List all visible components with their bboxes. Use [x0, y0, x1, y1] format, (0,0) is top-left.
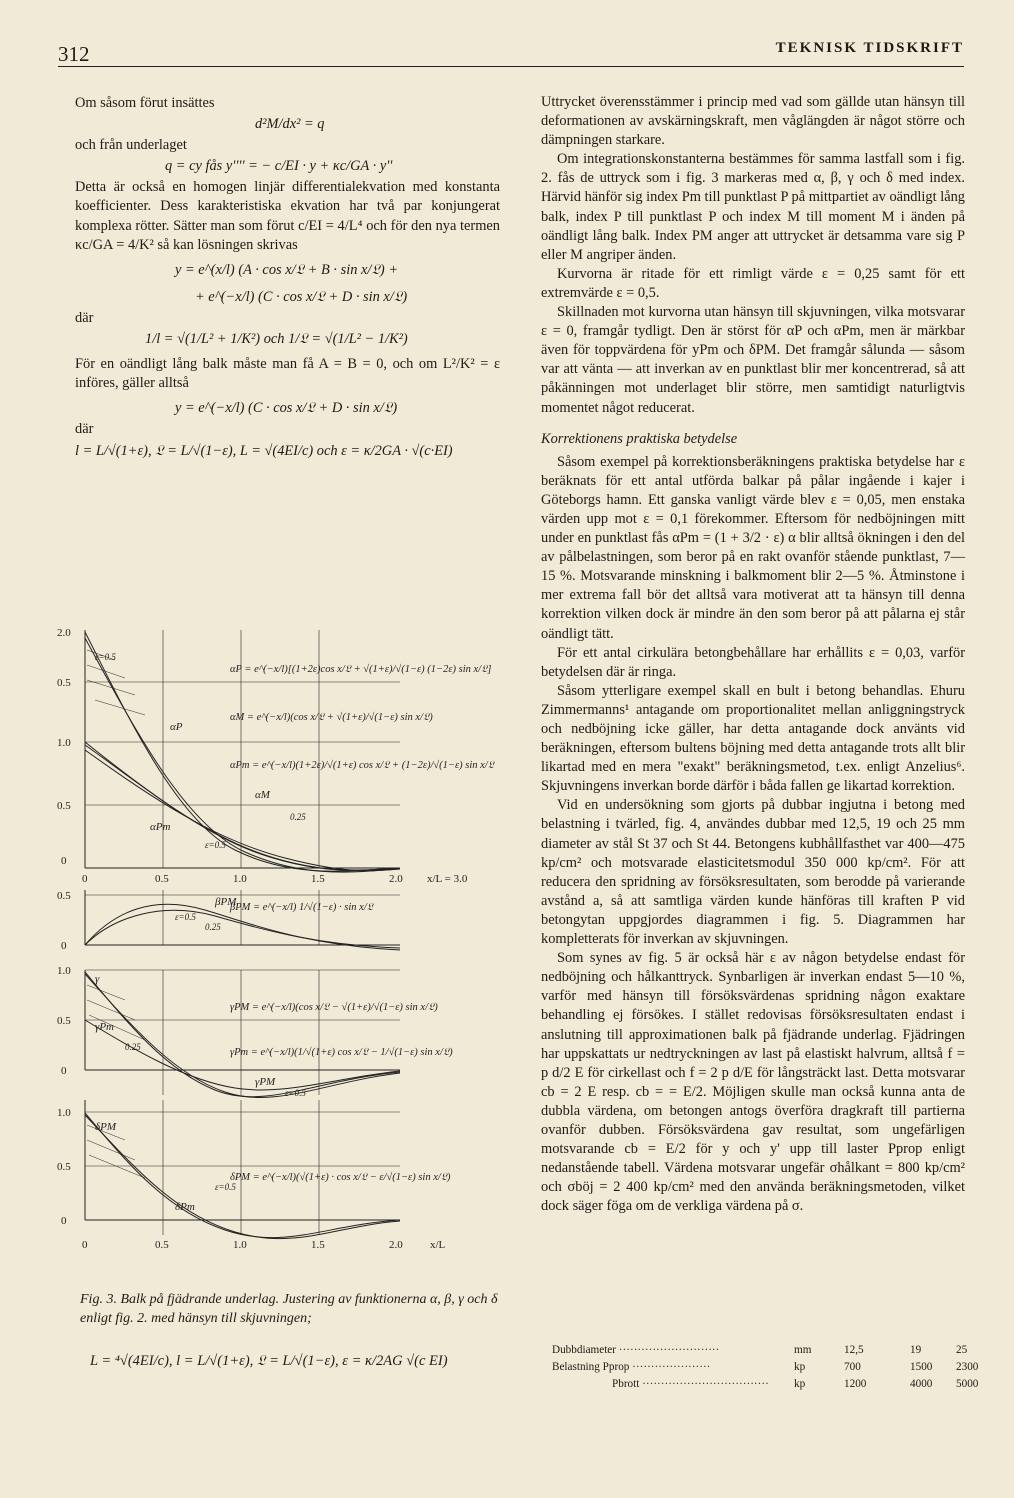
left-paragraph-2: och från underlaget: [75, 137, 187, 154]
label-gamma-pm: γPm: [95, 1021, 114, 1033]
label-alpha-p: αP: [170, 721, 183, 733]
right-paragraph-2: Om integrationskonstanterna bestämmes för samma lastfall som i fig. 2. fås de uttryck som i fig. 3 markeras med α, β, γ och δ med index. Härvid hänför sig index Pm till punktlast P på mittpartiet av oändligt lång balk, index P till punktlast P och index M till moment M i änden på oändligt lång balk. Index PM anger att uttrycket är detsamma vare sig P eller M angriper änden.: [541, 151, 965, 263]
left-paragraph-3: Detta är också en homogen linjär differentialekvation med konstanta koefficienter. Dess karakteristiska ekvation har två par konjungerat komplexa rötter. Sätter man som förut c/EI = 4/L⁴ och för den nya termen κc/GA = 4/K² så kan lösningen skrivas: [75, 179, 500, 253]
formula-solution-1: y = e^(x/l) (A · cos x/𝔏 + B · sin x/𝔏) +: [175, 261, 399, 278]
left-column: [75, 94, 500, 463]
ytick-beta-0: 0.5: [57, 890, 71, 902]
ytick-alpha-3: 0.5: [57, 800, 71, 812]
figure-caption: Fig. 3. Balk på fjädrande underlag. Justering av funktionerna α, β, γ och δ enligt fig. 2. med hänsyn till skjuvningen;: [80, 1292, 498, 1326]
fig-formula-gamma-pm: γPM = e^(−x/l)(cos x/𝔏 − √(1+ε)/√(1−ε) sin x/𝔏): [230, 1002, 438, 1013]
ytick-delta-0: 1.0: [57, 1107, 71, 1119]
xtick-top-4: 2.0: [389, 873, 403, 885]
xtick-bottom-0: 0: [82, 1239, 88, 1251]
ytick-alpha-2: 1.0: [57, 737, 71, 749]
eps-label-5: ε=0.5: [285, 1088, 306, 1098]
fig-formula-alpha-m: αM = e^(−x/l)(cos x/𝔏 + √(1+ε)/√(1−ε) sin x/𝔏): [230, 712, 433, 723]
eps-label-2: ε=0.5: [205, 840, 226, 850]
xaxis-label-bottom: x/L: [430, 1239, 446, 1251]
xtick-bottom-4: 2.0: [389, 1239, 403, 1251]
xtick-bottom-1: 0.5: [155, 1239, 169, 1251]
curve-beta-pm-025: [85, 910, 400, 948]
table-cell: 5000: [956, 1378, 979, 1390]
xtick-top-3: 1.5: [311, 873, 325, 885]
fig-formula-alpha-pm: αPm = e^(−x/l)(1+2ε)/√(1+ε) cos x/𝔏 + (1−2ε)/√(1−ε) sin x/𝔏: [230, 760, 494, 771]
formula-infinite-beam: y = e^(−x/l) (C · cos x/𝔏 + D · sin x/𝔏): [175, 400, 398, 417]
eps-label-7: ε=0.5: [215, 1182, 236, 1192]
ytick-gamma-1: 0.5: [57, 1015, 71, 1027]
right-paragraph-7: Såsom ytterligare exempel skall en bult i betong behandlas. Ehuru Zimmermanns¹ antagande om proportionalitet mellan anliggningstryck och nedböjning icke gäller, har detta antagande dock använts vid beräkningen, eftersom bultens böjning med detta antagande trots allt blir likartad med en mera "exakt" beräkningsmetod, t.ex. enligt Anzelius⁶. Skjuvningens inverkan borde därför i båda fallen ge likartad korrektion.: [541, 682, 965, 795]
ytick-alpha-0: 2.0: [57, 627, 71, 639]
label-gamma-pm-2: γPM: [255, 1076, 276, 1088]
page-number: 312: [58, 42, 90, 66]
fig-formula-beta-pm: βPM = e^(−x/l) 1/√(1−ε) · sin x/𝔏: [230, 902, 373, 913]
xtick-top-2: 1.0: [233, 873, 247, 885]
table-unit: kp: [794, 1361, 806, 1373]
xtick-bottom-2: 1.0: [233, 1239, 247, 1251]
left-dar-2: där: [75, 421, 94, 438]
eps-label-6: 0.25: [125, 1042, 141, 1052]
table-cell: 4000: [910, 1378, 933, 1390]
eps-label-3: ε=0.5: [175, 912, 196, 922]
right-paragraph-8: Vid en undersökning som gjorts på dubbar ingjutna i betong med belastning i tvärled, fig. 4, användes dubbar med 12,5, 19 och 25 mm diameter av stål St 37 och St 44. Betongens kubhållfasthet var 400—475 kp/cm² och motsvarade elasticitetsmodul 350 000 kp/cm². För att reducera den spridning av försöksresultaten, som berodde på varierande avstånd a, så att samtliga värden kunde hänföras till kraften P vid betongytan uppgjordes diagrammen i fig. 5. Diagrammen har kompletterats för inverkan av skjuvningen.: [541, 797, 965, 948]
right-paragraph-9: Som synes av fig. 5 är också här ε av någon betydelse endast för nedböjning och hålkanttryck. Synbarligen är inverkan endast 5—10 %, varför med hänsyn till försöksvärdenas spridning någon exaktare behandling ej försökes. I stället redovisas försöksresultaten endast i anslutning till approximationen balk på fjädrande underlag. Fjädringen har uppskattats ur nedtryckningen av last på elastiskt halvrum, alltså f = p d/2 E för cirkellast och f = 2 p d/E för långsträckt last. Detta motsvarar cb = 2 E resp. cb = = E/2. Möjligen skulle man också kunna anta de dubbla värdena, om betongen antogs överföra dragkraft till partierna ovanför dubben. Försöksvärdena gav resultat, som ungefärligen motsvarande cb = E/2 för y och y' upp till laster Pprop enligt nedanstående tabell. Värdena motsvarar ungefär σhålkant = 800 kp/cm² och σböj = 2 400 kp/cm² med den använda beräkningsmetoden, vilket dock säger föga om de verkliga värdena på σ.: [541, 950, 965, 1215]
formula-solution-2: + e^(−x/l) (C · cos x/𝔏 + D · sin x/𝔏): [195, 288, 408, 305]
table-unit: kp: [794, 1378, 806, 1390]
fig-formula-delta-pm: δPM = e^(−x/l)(√(1+ε) · cos x/𝔏 − ε/√(1−ε) sin x/𝔏): [230, 1172, 451, 1183]
left-paragraph-1: Om såsom förut insättes: [75, 95, 215, 111]
table-cell: 19: [910, 1344, 922, 1356]
table-label: Belastning Pprop ·····················: [552, 1361, 711, 1373]
ytick-beta-1: 0: [61, 940, 67, 952]
table-row: [552, 1359, 979, 1376]
ytick-gamma-2: 0: [61, 1065, 67, 1077]
table-row: [552, 1376, 979, 1393]
right-column: [541, 93, 965, 1216]
xtick-top-0: 0: [82, 873, 88, 885]
eps-label-0: ε=0.5: [95, 652, 116, 662]
ytick-alpha-1: 0.5: [57, 677, 71, 689]
label-beta-pm: βPM: [215, 896, 237, 908]
right-paragraph-3: Kurvorna är ritade för ett rimligt värde ε = 0,25 samt för ett extremvärde ε = 0,5.: [541, 265, 965, 301]
dowel-table: [552, 1342, 979, 1393]
ytick-delta-1: 0.5: [57, 1161, 71, 1173]
caption-formula: L = ⁴√(4EI/c), l = L/√(1+ε), 𝔏 = L/√(1−ε), ε = κ/2AG √(c EI): [90, 1353, 448, 1369]
xtick-top-1: 0.5: [155, 873, 169, 885]
left-dar-1: där: [75, 309, 94, 326]
xtick-bottom-3: 1.5: [311, 1239, 325, 1251]
right-paragraph-5: Såsom exempel på korrektionsberäkningens praktiska betydelse har ε beräknats för ett antal utförda balkar på pålar ingående i kajer i Göteborgs hamn. Ett ganska vanligt värde blev ε = 0,05, men enstaka värden upp mot ε = 0,1 förekommer. Eftersom för nedböjningen mitt under en punktlast fås αPm = (1 + 3/2 · ε) α blir alltså ökningen i den del av pålbelastningen, som beror på en rakt ovanför stående punktlast, 7—15 %. Motsvarande minskning i balkmoment blir 2—5 %. Åtminstone i mer extrema fall bör det alltså vara motiverat att ta hänsyn till denna korrektion vilken dock är mindre än den som beror på att pålarna ej står oändligt tätt.: [541, 453, 965, 642]
table-row: [552, 1342, 974, 1359]
fig-formula-gamma-pm-2: γPm = e^(−x/l)(1/√(1+ε) cos x/𝔏 − 1/√(1−ε) sin x/𝔏): [230, 1047, 453, 1058]
fig-formula-alpha-p: αP = e^(−x/l)[(1+2ε)cos x/𝔏 + √(1+ε)/√(1−ε) (1−2ε) sin x/𝔏]: [230, 664, 492, 675]
table-cell: 2300: [956, 1361, 979, 1373]
label-gamma: γ: [95, 973, 100, 985]
right-paragraph-6: För ett antal cirkulära betongbehållare har erhållits ε = 0,03, varför betydelsen där är ringa.: [541, 644, 965, 680]
figure-3: [55, 620, 520, 1285]
table-unit: mm: [794, 1344, 812, 1356]
eps-label-4: 0.25: [205, 922, 221, 932]
formula-lengths: 1/l = √(1/L² + 1/K²) och 1/𝔏 = √(1/L² − 1/K²): [145, 331, 408, 348]
table-cell: 12,5: [844, 1344, 864, 1356]
figure-3-svg: [55, 620, 520, 1285]
xaxis-label-top: x/L = 3.0: [427, 873, 468, 885]
ytick-alpha-4: 0: [61, 855, 67, 867]
table-cell: 1200: [844, 1378, 867, 1390]
label-delta-pm: δPM: [95, 1121, 116, 1133]
formula-definitions: l = L/√(1+ε), 𝔏 = L/√(1−ε), L = √(4EI/c) och ε = κ/2GA · √(c·EI): [75, 442, 453, 459]
table-cell: 700: [844, 1361, 861, 1373]
right-paragraph-4: Skillnaden mot kurvorna utan hänsyn till skjuvningen, vilka motsvarar ε = 0, framgår tydligt. Den är störst för αP och αPm, men är märkbar även för toppvärdena för yPm och δPM. Det framgår sålunda — såsom var att vänta — att inverkan av en punktlast blir mer koncentrerad, så att påkänningen mot underlaget blir större, men samtidigt naturligtvis momentet något reducerat.: [541, 304, 965, 416]
right-paragraph-1: Uttrycket överensstämmer i princip med vad som gällde utan hänsyn till deformationen av avskärningskraft, men våglängden är något större och dämpningen starkare.: [541, 94, 965, 149]
ytick-gamma-0: 1.0: [57, 965, 71, 977]
left-paragraph-4: För en oändligt lång balk måste man få A = B = 0, och om L²/K² = ε införes, gäller alltså: [75, 356, 500, 392]
table-cell: 1500: [910, 1361, 933, 1373]
label-alpha-m: αM: [255, 789, 270, 801]
ytick-delta-2: 0: [61, 1215, 67, 1227]
formula-differential: q = cy fås y'''' = − c/EI · y + κc/GA · y'': [165, 158, 393, 175]
label-alpha-pm: αPm: [150, 821, 171, 833]
formula-moment: d²M/dx² = q: [255, 116, 325, 133]
journal-title: TEKNISK TIDSKRIFT: [775, 40, 964, 56]
table-cell: 25: [956, 1344, 968, 1356]
header-rule: [58, 66, 964, 67]
table-label: Pbrott ··································: [612, 1378, 769, 1390]
table-label: Dubbdiameter ···························: [552, 1344, 720, 1356]
label-delta-pm-2: δPm: [175, 1201, 195, 1213]
eps-label-1: 0.25: [290, 812, 306, 822]
section-heading: Korrektionens praktiska betydelse: [541, 430, 738, 447]
